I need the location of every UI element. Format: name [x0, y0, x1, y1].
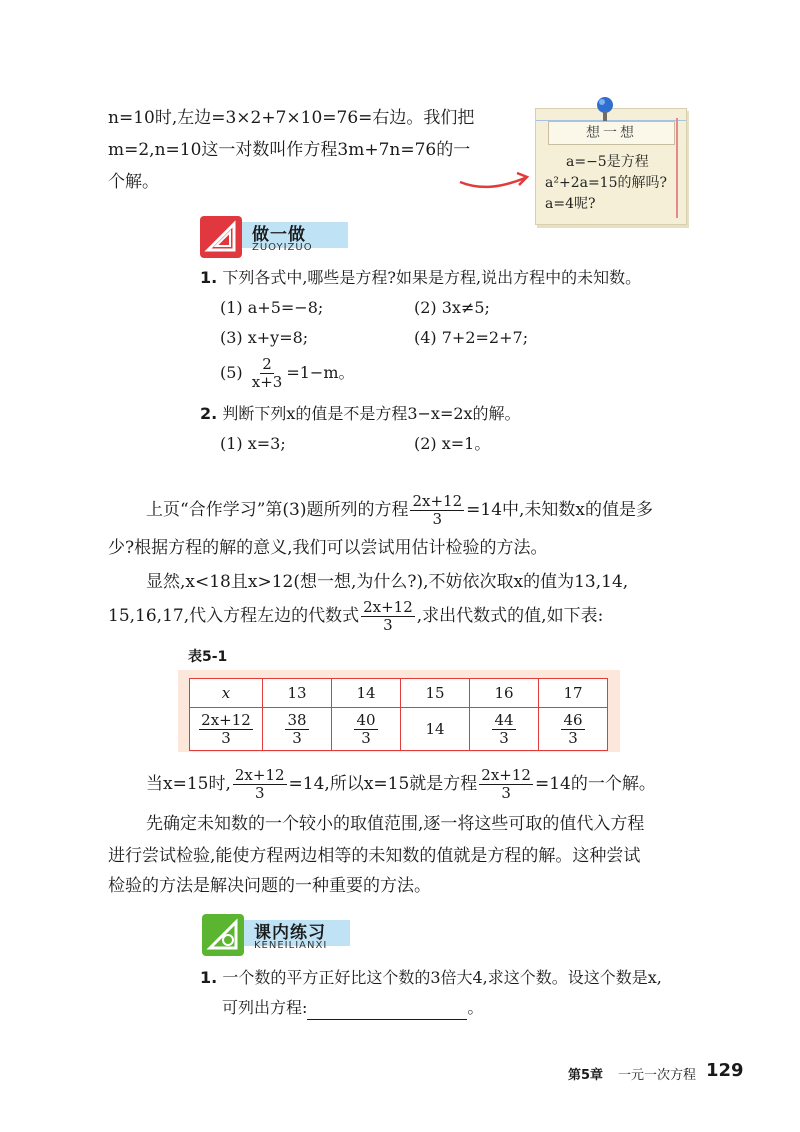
footer-chapter-title: 一元一次方程	[618, 1068, 697, 1083]
fraction-denominator: 3	[221, 728, 231, 747]
fraction-numerator: 40	[356, 710, 376, 729]
note-line-3: a=4呢?	[545, 196, 596, 212]
q1-item-4: (4) 7+2=2+7;	[414, 328, 529, 347]
q1-number: 1.	[200, 268, 218, 287]
intro-line-1: n=10时,左边=3×2+7×10=76=右边。我们把	[108, 108, 475, 128]
practice-q1-number: 1.	[200, 968, 218, 987]
table-cell: 17	[539, 679, 608, 708]
fraction-numerator: 2x+12	[481, 766, 531, 784]
practice-q1-end: 。	[467, 998, 484, 1017]
table-cell: 14	[332, 679, 401, 708]
practice-pinyin: KENEILIANXI	[254, 940, 328, 951]
fraction-denominator: 3	[361, 728, 371, 747]
q1-item-5-fraction	[250, 356, 285, 391]
fraction-numerator: 44	[494, 710, 514, 729]
para3-line	[146, 764, 656, 804]
compass-icon	[202, 914, 244, 956]
fraction-numerator: 2	[262, 355, 272, 373]
para2-part-b: 15,16,17,代入方程左边的代数式	[108, 606, 360, 626]
fraction-numerator: 38	[287, 710, 307, 729]
fraction-denominator: 3	[501, 784, 511, 802]
para4-line-2: 进行尝试检验,能使方程两边相等的未知数的值就是方程的解。这种尝试	[108, 846, 641, 866]
fraction-numerator: 2x+12	[412, 492, 463, 510]
para4-line-3: 检验的方法是解决问题的一种重要的方法。	[108, 876, 431, 896]
para3-fraction-1	[233, 767, 287, 802]
ruler-icon	[200, 216, 242, 258]
page-number: 129	[706, 1060, 744, 1081]
table-row-x	[190, 679, 608, 708]
para2-fraction	[361, 599, 415, 634]
arrow-icon	[455, 164, 535, 194]
q2-item-2: (2) x=1。	[414, 434, 491, 453]
table-cell	[539, 708, 608, 751]
table-cell: 13	[263, 679, 332, 708]
fraction-denominator: 3	[499, 728, 509, 747]
table-head-expr	[190, 708, 263, 751]
fraction-denominator: 3	[254, 784, 265, 802]
table-cell: 15	[401, 679, 470, 708]
table-cell	[263, 708, 332, 751]
note-margin	[676, 118, 678, 218]
q2-text: 判断下列x的值是不是方程3−x=2x的解。	[222, 404, 521, 423]
para3-part-c: =14的一个解。	[534, 774, 656, 794]
q1-item-3: (3) x+y=8;	[220, 328, 309, 347]
zuoyizuo-banner	[200, 216, 350, 258]
para2-line-1: 显然,x<18且x>12(想一想,为什么?),不妨依次取x的值为13,14,	[146, 572, 629, 592]
practice-q1-prompt: 可列出方程:	[222, 998, 308, 1017]
q1-item-5-tail: =1−m。	[286, 363, 355, 382]
zuoyizuo-title: 做一做	[252, 225, 306, 245]
answer-blank[interactable]	[307, 1003, 467, 1020]
para4-line-1: 先确定未知数的一个较小的取值范围,逐一将这些可取的值代入方程	[146, 814, 645, 834]
para1-part-b: =14中,未知数x的值是多	[466, 500, 654, 520]
note-line-2: a²+2a=15的解吗?	[545, 175, 667, 191]
zuoyizuo-q2	[200, 402, 521, 426]
fraction-denominator: 3	[292, 728, 302, 747]
practice-q1-line-1	[200, 966, 662, 990]
practice-q1-line-2	[222, 996, 483, 1020]
fraction-numerator: 46	[563, 710, 583, 729]
para3-part-b: =14,所以x=15就是方程	[288, 774, 478, 794]
fraction-denominator: 3	[568, 728, 578, 747]
para1-fraction	[410, 493, 464, 528]
table-cell: 14	[401, 708, 470, 751]
table-head-x: x	[190, 679, 263, 708]
zuoyizuo-pinyin: ZUOYIZUO	[252, 242, 313, 253]
practice-banner	[202, 914, 352, 956]
practice-title: 课内练习	[254, 923, 326, 943]
para1-line-1	[146, 490, 653, 530]
para2-line-2	[108, 596, 603, 636]
q1-item-5-label: (5)	[220, 363, 243, 382]
table-caption: 表5-1	[188, 649, 228, 665]
para2-part-c: ,求出代数式的值,如下表:	[416, 606, 604, 626]
note-line-1: a=−5是方程	[566, 154, 649, 170]
para3-fraction-2	[479, 767, 533, 802]
zuoyizuo-q1	[200, 266, 641, 290]
q1-text: 下列各式中,哪些是方程?如果是方程,说出方程中的未知数。	[222, 268, 642, 287]
table-cell	[470, 708, 539, 751]
table-cell	[332, 708, 401, 751]
practice-q1-text: 一个数的平方正好比这个数的3倍大4,求这个数。设这个数是x,	[222, 968, 662, 987]
table-cell: 16	[470, 679, 539, 708]
q2-number: 2.	[200, 404, 218, 423]
q1-item-1: (1) a+5=−8;	[220, 298, 324, 317]
intro-line-3: 个解。	[108, 172, 159, 192]
q1-item-5	[220, 354, 355, 392]
para3-part-a: 当x=15时,	[146, 774, 231, 794]
para1-part-a: 上页“合作学习”第(3)题所列的方程	[146, 500, 409, 520]
fraction-numerator: 2x+12	[234, 766, 285, 784]
para1-line-2: 少?根据方程的解的意义,我们可以尝试用估计检验的方法。	[108, 538, 548, 558]
fraction-denominator: x+3	[251, 373, 283, 391]
table-row-expr	[190, 708, 608, 751]
fraction-denominator: 3	[383, 616, 393, 634]
note-title: 想一想	[548, 121, 675, 145]
intro-line-2: m=2,n=10这一对数叫作方程3m+7n=76的一	[108, 140, 471, 160]
footer-chapter: 第5章	[568, 1068, 604, 1083]
q1-item-2: (2) 3x≠5;	[414, 298, 490, 317]
fraction-denominator: 3	[432, 510, 443, 528]
table-5-1	[189, 678, 608, 751]
q2-item-1: (1) x=3;	[220, 434, 286, 453]
fraction-numerator: 2x+12	[363, 598, 413, 616]
fraction-numerator: 2x+12	[201, 710, 251, 729]
